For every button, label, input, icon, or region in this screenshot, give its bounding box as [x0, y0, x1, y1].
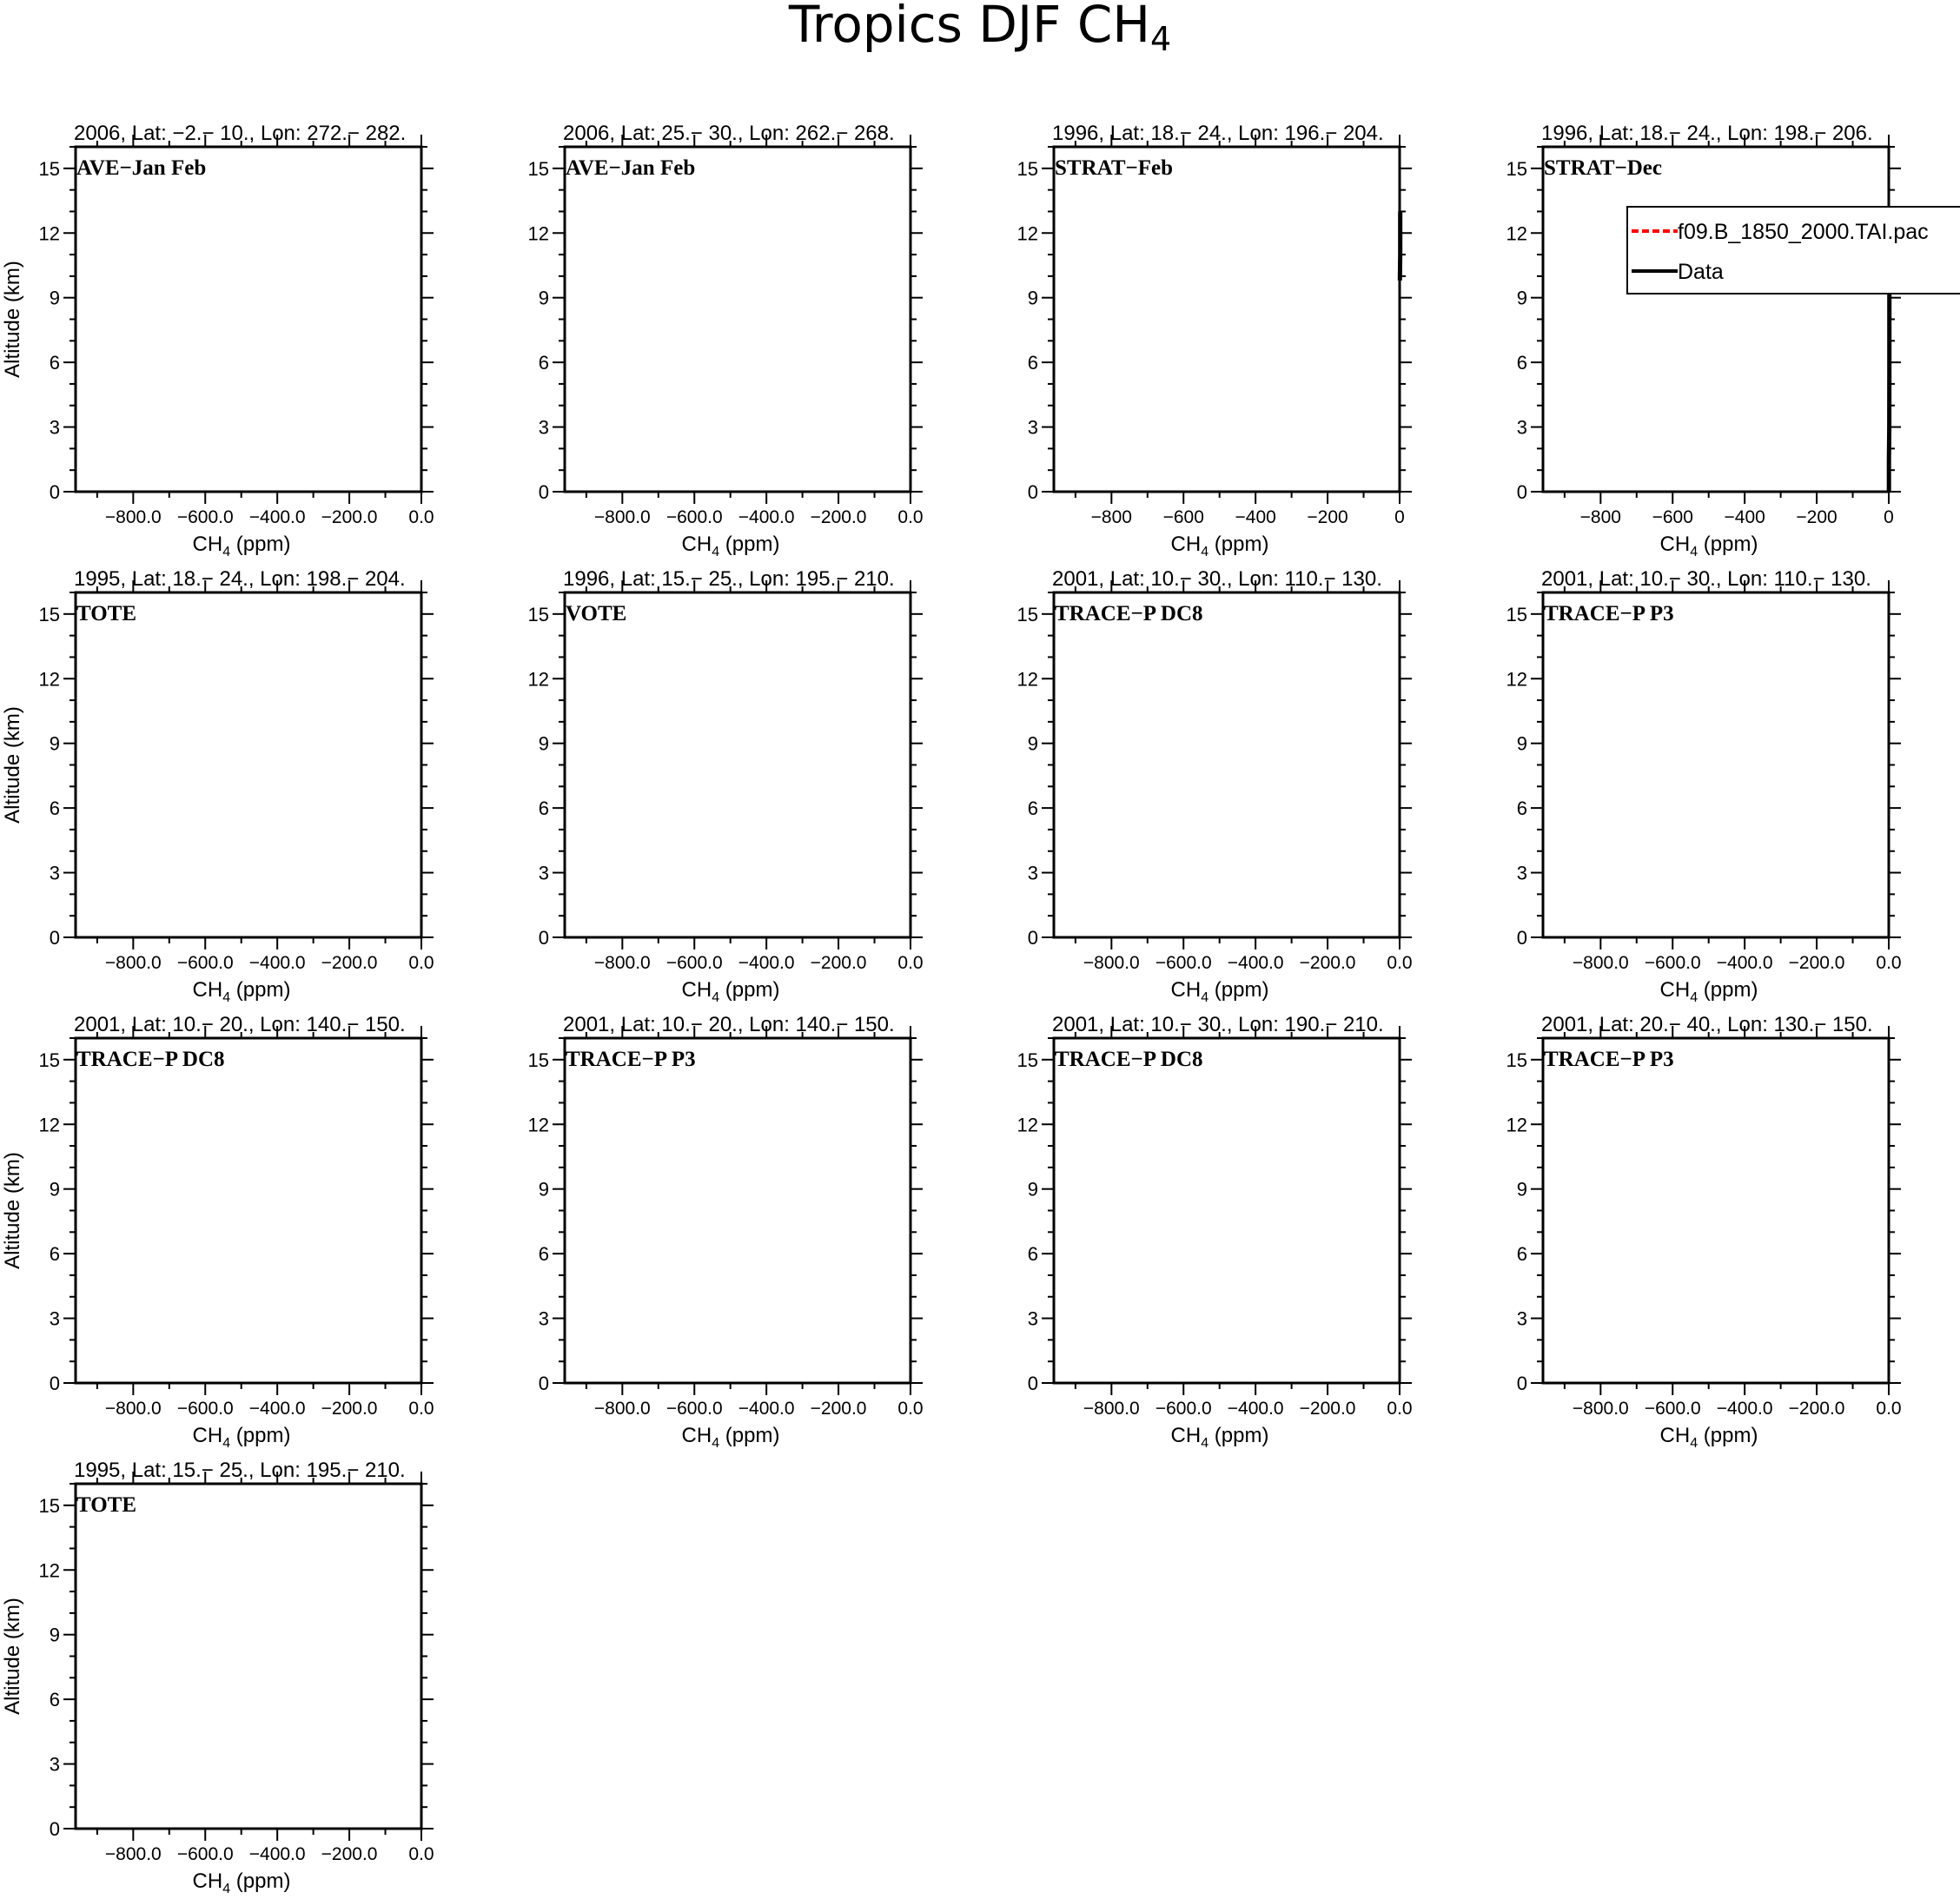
- x-axis-label-unit: (ppm): [1698, 533, 1758, 556]
- x-axis-label: [193, 533, 291, 559]
- y-axis-label: Altitude (km): [1, 1152, 24, 1269]
- x-tick-label: −800.0: [593, 507, 651, 527]
- plot-frame: [565, 1038, 910, 1383]
- x-axis-label-subscript: 4: [1690, 990, 1698, 1005]
- campaign-label: TRACE−P P3: [566, 1048, 696, 1071]
- y-tick-label: 9: [1516, 287, 1527, 309]
- x-tick-label: −200: [1307, 507, 1348, 527]
- x-tick-label: −200.0: [1788, 953, 1845, 973]
- x-axis-label-main: CH: [192, 978, 223, 1002]
- y-tick-label: 6: [1027, 352, 1038, 374]
- x-tick-label: 0.0: [1876, 953, 1902, 973]
- x-axis-label: [1171, 978, 1269, 1005]
- x-tick-label: 0: [1394, 507, 1405, 527]
- y-tick-label: 3: [49, 1753, 60, 1776]
- x-tick-label: −600.0: [1644, 953, 1701, 973]
- x-tick-label: −400: [1235, 507, 1276, 527]
- y-tick-label: 9: [538, 1178, 549, 1201]
- x-tick-label: −400.0: [1227, 953, 1284, 973]
- x-axis-label-subscript: 4: [712, 1436, 720, 1451]
- x-axis-label-subscript: 4: [1690, 545, 1698, 559]
- y-tick-label: 15: [527, 157, 549, 180]
- y-tick-label: 15: [1506, 603, 1527, 625]
- x-tick-label: −400.0: [1227, 1399, 1284, 1419]
- campaign-label: AVE−Jan Feb: [76, 156, 207, 180]
- x-tick-label: 0.0: [897, 953, 924, 973]
- x-tick-label: −400.0: [248, 953, 306, 973]
- y-tick-label: 12: [1506, 668, 1527, 691]
- y-tick-label: 6: [49, 1689, 60, 1711]
- legend-label-data: Data: [1678, 260, 1724, 284]
- x-axis-label-unit: (ppm): [230, 1869, 291, 1893]
- y-tick-label: 9: [49, 1624, 60, 1646]
- x-axis-label: [1660, 978, 1758, 1005]
- chart-panel: [1506, 122, 1960, 559]
- panel-title: 1996, Lat: 18.− 24., Lon: 196.− 204.: [1052, 122, 1384, 145]
- plot-frame: [76, 147, 421, 492]
- x-tick-label: 0.0: [408, 1399, 434, 1419]
- y-tick-label: 6: [538, 352, 549, 374]
- campaign-label: TOTE: [76, 1493, 137, 1517]
- y-tick-label: 3: [49, 1307, 60, 1330]
- x-tick-label: −200.0: [810, 1399, 867, 1419]
- x-tick-label: −600: [1162, 507, 1204, 527]
- x-axis-label: [682, 978, 780, 1005]
- x-tick-label: −400.0: [248, 507, 306, 527]
- panel-title: 1995, Lat: 18.− 24., Lon: 198.− 204.: [74, 567, 406, 591]
- y-tick-label: 0: [538, 1373, 549, 1394]
- y-tick-label: 9: [1516, 1178, 1527, 1201]
- plot-frame: [1054, 1038, 1400, 1383]
- plot-frame: [1543, 1038, 1889, 1383]
- y-tick-label: 0: [1027, 481, 1038, 503]
- campaign-label: TRACE−P P3: [1544, 1048, 1674, 1071]
- y-tick-label: 3: [49, 862, 60, 884]
- x-tick-label: 0.0: [1876, 1399, 1902, 1419]
- y-tick-label: 3: [1516, 862, 1527, 884]
- y-tick-label: 15: [38, 1494, 60, 1517]
- x-axis-label-unit: (ppm): [719, 1424, 780, 1447]
- x-tick-label: −800.0: [104, 507, 162, 527]
- x-tick-label: −600.0: [1155, 953, 1212, 973]
- x-tick-label: −600.0: [176, 1844, 234, 1864]
- x-tick-label: −200.0: [810, 953, 867, 973]
- x-tick-label: −200: [1796, 507, 1838, 527]
- y-tick-label: 12: [1506, 222, 1527, 245]
- y-tick-label: 6: [1516, 352, 1527, 374]
- chart-panel: [1506, 567, 1902, 1005]
- campaign-label: TRACE−P DC8: [1055, 602, 1203, 625]
- y-tick-label: 3: [1516, 1307, 1527, 1330]
- legend: [1627, 207, 1960, 294]
- x-axis-label-unit: (ppm): [1698, 978, 1758, 1002]
- x-axis-label-unit: (ppm): [1698, 1424, 1758, 1447]
- panel-title: 2001, Lat: 10.− 20., Lon: 140.− 150.: [563, 1013, 895, 1036]
- campaign-label: TRACE−P DC8: [1055, 1048, 1203, 1071]
- x-axis-label-unit: (ppm): [230, 1424, 291, 1447]
- plot-frame: [1543, 592, 1889, 937]
- x-axis-label-main: CH: [1659, 1424, 1691, 1447]
- x-tick-label: −800.0: [593, 953, 651, 973]
- chart-panel: [528, 1013, 924, 1451]
- chart-panel: [528, 567, 924, 1005]
- x-axis-label-unit: (ppm): [719, 978, 780, 1002]
- x-tick-label: −200.0: [321, 1399, 378, 1419]
- x-axis-label-subscript: 4: [222, 545, 231, 559]
- x-tick-label: −800.0: [1572, 1399, 1629, 1419]
- x-axis-label-unit: (ppm): [1208, 1424, 1269, 1447]
- y-tick-label: 3: [538, 416, 549, 439]
- x-tick-label: 0.0: [897, 1399, 924, 1419]
- chart-panel: [1, 1013, 434, 1451]
- x-axis-label-subscript: 4: [222, 990, 231, 1005]
- y-tick-label: 12: [1506, 1114, 1527, 1136]
- x-tick-label: −400.0: [248, 1844, 306, 1864]
- y-tick-label: 12: [527, 1114, 549, 1136]
- campaign-label: STRAT−Dec: [1544, 156, 1662, 180]
- y-tick-label: 15: [1506, 1049, 1527, 1071]
- x-tick-label: −800.0: [104, 1844, 162, 1864]
- x-axis-label: [682, 533, 780, 559]
- x-tick-label: −600.0: [1155, 1399, 1212, 1419]
- x-axis-label: [682, 1424, 780, 1451]
- x-tick-label: −800: [1579, 507, 1621, 527]
- y-tick-label: 3: [1027, 1307, 1038, 1330]
- y-tick-label: 0: [1027, 927, 1038, 949]
- y-axis-label: Altitude (km): [1, 1598, 24, 1715]
- y-tick-label: 12: [1016, 222, 1038, 245]
- x-axis-label-subscript: 4: [1201, 1436, 1209, 1451]
- chart-panel: [1506, 1013, 1902, 1451]
- x-tick-label: −600.0: [1644, 1399, 1701, 1419]
- y-tick-label: 15: [1016, 157, 1038, 180]
- y-tick-label: 9: [49, 732, 60, 755]
- x-tick-label: 0.0: [408, 953, 434, 973]
- x-axis-label-main: CH: [1170, 533, 1202, 556]
- y-tick-label: 15: [38, 157, 60, 180]
- x-tick-label: 0.0: [1387, 953, 1413, 973]
- x-tick-label: −600.0: [665, 1399, 723, 1419]
- x-tick-label: −200.0: [1788, 1399, 1845, 1419]
- x-tick-label: 0.0: [1387, 1399, 1413, 1419]
- x-axis-label-subscript: 4: [712, 545, 720, 559]
- y-tick-label: 0: [538, 481, 549, 503]
- y-tick-label: 12: [1016, 668, 1038, 691]
- x-tick-label: −800.0: [593, 1399, 651, 1419]
- y-tick-label: 6: [1516, 797, 1527, 820]
- y-tick-label: 12: [38, 668, 60, 691]
- x-tick-label: −200.0: [321, 1844, 378, 1864]
- x-tick-label: −800.0: [1083, 953, 1140, 973]
- plot-frame: [76, 592, 421, 937]
- x-axis-label: [1660, 1424, 1758, 1451]
- chart-panel: [1, 1459, 434, 1896]
- plot-frame: [76, 1484, 421, 1829]
- y-tick-label: 12: [1016, 1114, 1038, 1136]
- y-tick-label: 0: [1516, 927, 1527, 949]
- x-axis-label-subscript: 4: [1201, 545, 1209, 559]
- y-tick-label: 9: [1027, 1178, 1038, 1201]
- x-axis-label-subscript: 4: [222, 1436, 231, 1451]
- y-tick-label: 9: [1516, 732, 1527, 755]
- x-axis-label-main: CH: [1170, 1424, 1202, 1447]
- x-tick-label: −600: [1652, 507, 1693, 527]
- x-tick-label: −400.0: [248, 1399, 306, 1419]
- x-tick-label: 0: [1884, 507, 1894, 527]
- x-tick-label: −400.0: [1716, 1399, 1773, 1419]
- x-tick-label: −800.0: [104, 953, 162, 973]
- figure-title-main: Tropics DJF CH: [788, 0, 1150, 54]
- x-axis-label-unit: (ppm): [230, 978, 291, 1002]
- y-tick-label: 15: [1016, 1049, 1038, 1071]
- y-tick-label: 0: [1516, 1373, 1527, 1394]
- x-axis-label-main: CH: [681, 533, 712, 556]
- chart-panel: [528, 122, 924, 559]
- y-tick-label: 6: [1027, 797, 1038, 820]
- x-axis-label-main: CH: [1659, 978, 1691, 1002]
- x-tick-label: −800: [1090, 507, 1132, 527]
- y-tick-label: 0: [49, 481, 60, 503]
- panel-title: 2001, Lat: 20.− 40., Lon: 130.− 150.: [1541, 1013, 1873, 1036]
- y-tick-label: 15: [527, 603, 549, 625]
- figure-title: [788, 0, 1171, 58]
- plot-frame: [1054, 147, 1400, 492]
- y-tick-label: 9: [538, 732, 549, 755]
- campaign-label: TOTE: [76, 602, 137, 625]
- y-tick-label: 3: [1027, 416, 1038, 439]
- y-tick-label: 0: [1516, 481, 1527, 503]
- panel-title: 2006, Lat: 25.− 30., Lon: 262.− 268.: [563, 122, 895, 145]
- x-axis-label-subscript: 4: [222, 1882, 231, 1896]
- x-tick-label: −200.0: [810, 507, 867, 527]
- figure-title-subscript: 4: [1149, 20, 1172, 58]
- x-axis-label-main: CH: [1170, 978, 1202, 1002]
- x-axis-label: [193, 1869, 291, 1896]
- x-axis-label-unit: (ppm): [1208, 978, 1269, 1002]
- y-tick-label: 12: [527, 222, 549, 245]
- x-axis-label: [193, 978, 291, 1005]
- x-tick-label: −200.0: [1299, 1399, 1356, 1419]
- plot-frame: [1054, 592, 1400, 937]
- panel-title: 2001, Lat: 10.− 30., Lon: 110.− 130.: [1541, 567, 1871, 591]
- campaign-label: VOTE: [566, 602, 627, 625]
- x-axis-label: [1171, 1424, 1269, 1451]
- plot-frame: [565, 147, 910, 492]
- y-tick-label: 0: [49, 1373, 60, 1394]
- chart-panel: [1, 567, 434, 1005]
- y-tick-label: 0: [538, 927, 549, 949]
- panel-title: 2001, Lat: 10.− 20., Lon: 140.− 150.: [74, 1013, 406, 1036]
- y-tick-label: 6: [538, 1243, 549, 1266]
- x-tick-label: −400.0: [1716, 953, 1773, 973]
- panel-title: 2001, Lat: 10.− 30., Lon: 110.− 130.: [1052, 567, 1382, 591]
- y-tick-label: 9: [49, 1178, 60, 1201]
- x-tick-label: −600.0: [176, 1399, 234, 1419]
- chart-panel: [1, 122, 434, 559]
- y-tick-label: 15: [38, 1049, 60, 1071]
- x-tick-label: 0.0: [408, 1844, 434, 1864]
- x-axis-label-subscript: 4: [1201, 990, 1209, 1005]
- panel-title: 1996, Lat: 18.− 24., Lon: 198.− 206.: [1541, 122, 1873, 145]
- legend-label-model: f09.B_1850_2000.TAI.pac: [1678, 220, 1929, 244]
- x-tick-label: −200.0: [1299, 953, 1356, 973]
- panel-title: 1996, Lat: 15.− 25., Lon: 195.− 210.: [563, 567, 895, 591]
- y-tick-label: 0: [49, 927, 60, 949]
- x-tick-label: 0.0: [897, 507, 924, 527]
- y-tick-label: 3: [538, 862, 549, 884]
- x-tick-label: −200.0: [321, 953, 378, 973]
- x-axis-label-unit: (ppm): [230, 533, 291, 556]
- y-tick-label: 6: [1027, 1243, 1038, 1266]
- y-tick-label: 15: [527, 1049, 549, 1071]
- y-tick-label: 3: [1516, 416, 1527, 439]
- y-tick-label: 6: [49, 797, 60, 820]
- y-axis-label: Altitude (km): [1, 706, 24, 824]
- plot-frame: [565, 592, 910, 937]
- y-tick-label: 12: [38, 222, 60, 245]
- x-axis-label-main: CH: [192, 533, 223, 556]
- x-tick-label: −600.0: [176, 953, 234, 973]
- y-tick-label: 0: [1027, 1373, 1038, 1394]
- x-axis-label-main: CH: [192, 1424, 223, 1447]
- chart-panel: [1017, 122, 1412, 559]
- x-axis-label-main: CH: [681, 978, 712, 1002]
- campaign-label: TRACE−P DC8: [76, 1048, 225, 1071]
- y-tick-label: 9: [1027, 732, 1038, 755]
- x-tick-label: −800.0: [104, 1399, 162, 1419]
- y-tick-label: 9: [1027, 287, 1038, 309]
- campaign-label: AVE−Jan Feb: [566, 156, 696, 180]
- panel-title: 2001, Lat: 10.− 30., Lon: 190.− 210.: [1052, 1013, 1384, 1036]
- x-axis-label-subscript: 4: [712, 990, 720, 1005]
- y-tick-label: 6: [49, 1243, 60, 1266]
- x-axis-label-subscript: 4: [1690, 1436, 1698, 1451]
- x-tick-label: −600.0: [665, 953, 723, 973]
- y-tick-label: 6: [1516, 1243, 1527, 1266]
- x-axis-label-main: CH: [681, 1424, 712, 1447]
- x-tick-label: −200.0: [321, 507, 378, 527]
- y-tick-label: 12: [38, 1559, 60, 1582]
- campaign-label: TRACE−P P3: [1544, 602, 1674, 625]
- y-tick-label: 3: [49, 416, 60, 439]
- campaign-label: STRAT−Feb: [1055, 156, 1174, 180]
- panel-title: 1995, Lat: 15.− 25., Lon: 195.− 210.: [74, 1459, 406, 1482]
- x-tick-label: −800.0: [1083, 1399, 1140, 1419]
- y-tick-label: 3: [538, 1307, 549, 1330]
- y-axis-label: Altitude (km): [1, 261, 24, 378]
- x-tick-label: −400.0: [738, 1399, 795, 1419]
- y-tick-label: 0: [49, 1818, 60, 1840]
- x-tick-label: −400.0: [738, 507, 795, 527]
- x-tick-label: −800.0: [1572, 953, 1629, 973]
- plot-frame: [1543, 147, 1889, 492]
- plot-frame: [76, 1038, 421, 1383]
- y-tick-label: 15: [1506, 157, 1527, 180]
- x-axis-label: [1660, 533, 1758, 559]
- x-axis-label-main: CH: [1659, 533, 1691, 556]
- x-tick-label: −400: [1724, 507, 1765, 527]
- y-tick-label: 15: [38, 603, 60, 625]
- y-tick-label: 6: [49, 352, 60, 374]
- chart-panel: [1017, 567, 1413, 1005]
- x-tick-label: −600.0: [176, 507, 234, 527]
- x-axis-label-unit: (ppm): [719, 533, 780, 556]
- y-tick-label: 12: [527, 668, 549, 691]
- x-axis-label: [193, 1424, 291, 1451]
- x-tick-label: −400.0: [738, 953, 795, 973]
- x-axis-label: [1171, 533, 1269, 559]
- panel-title: 2006, Lat: −2.− 10., Lon: 272.− 282.: [74, 122, 407, 145]
- y-tick-label: 3: [1027, 862, 1038, 884]
- y-tick-label: 6: [538, 797, 549, 820]
- chart-panel: [1017, 1013, 1413, 1451]
- y-tick-label: 9: [49, 287, 60, 309]
- x-tick-label: −600.0: [665, 507, 723, 527]
- panel-grid: [1, 122, 1960, 1896]
- x-tick-label: 0.0: [408, 507, 434, 527]
- y-tick-label: 9: [538, 287, 549, 309]
- x-axis-label-unit: (ppm): [1208, 533, 1269, 556]
- y-tick-label: 12: [38, 1114, 60, 1136]
- x-axis-label-main: CH: [192, 1869, 223, 1893]
- y-tick-label: 15: [1016, 603, 1038, 625]
